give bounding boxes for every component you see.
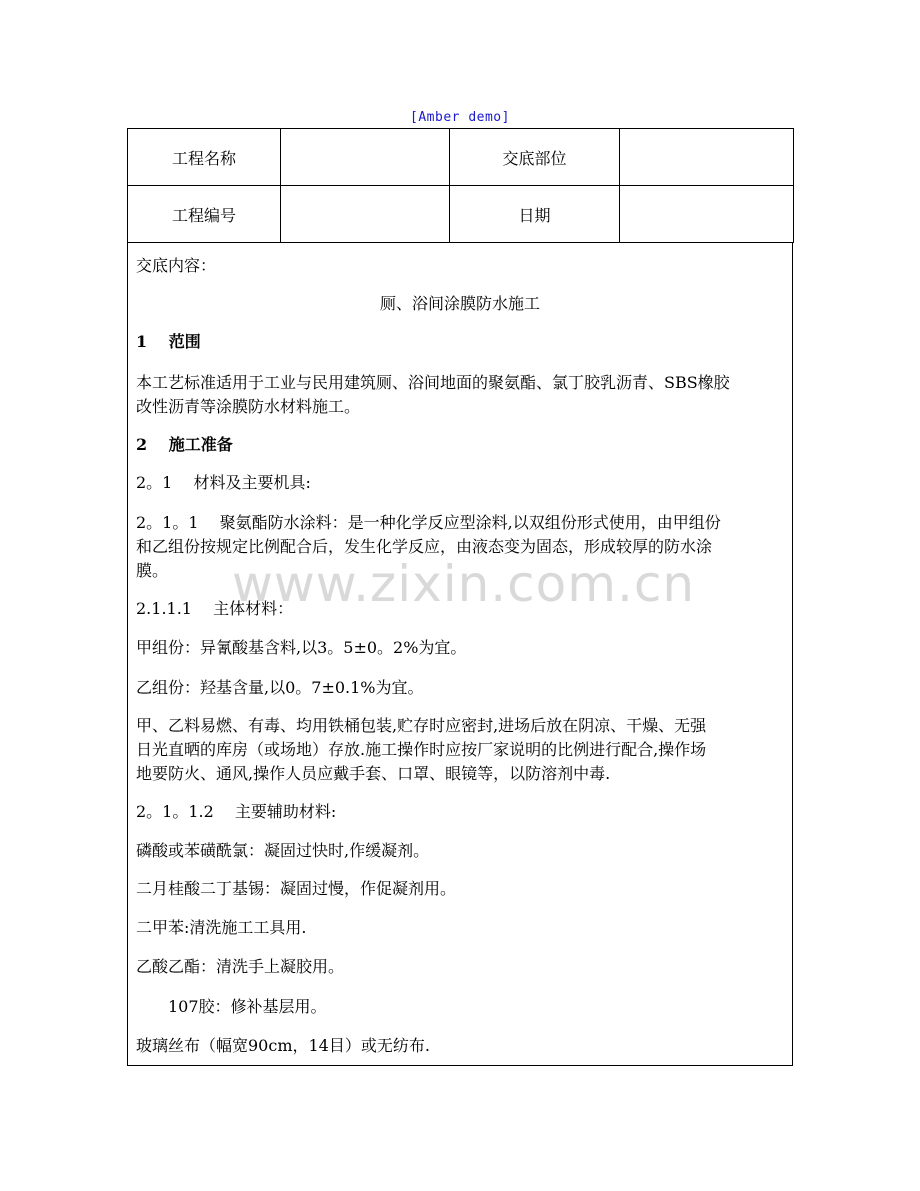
project-number-label: 工程编号 xyxy=(128,186,281,243)
date-label: 日期 xyxy=(450,186,620,243)
subsection-heading: 2。1。1.2 主要辅助材料: xyxy=(136,802,337,821)
paragraph-line: 乙组份：羟基含量,以0。7±0.1%为宜。 xyxy=(136,678,424,697)
info-row xyxy=(128,186,794,243)
document-title: 厕、浴间涂膜防水施工 xyxy=(379,294,540,313)
paragraph-line: 本工艺标准适用于工业与民用建筑厕、浴间地面的聚氨酯、氯丁胶乳沥青、SBS橡胶 xyxy=(136,373,730,392)
list-item: 磷酸或苯磺酰氯：凝固过快时,作缓凝剂。 xyxy=(136,841,430,860)
paragraph-line: 和乙组份按规定比例配合后，发生化学反应，由液态变为固态，形成较厚的防水涂 xyxy=(136,537,713,556)
paragraph-line: 2。1。1 聚氨酯防水涂料：是一种化学反应型涂料,以双组份形式使用，由甲组份 xyxy=(136,513,721,532)
paragraph-line: 改性沥青等涂膜防水材料施工。 xyxy=(136,397,361,416)
paragraph-line: 甲、乙料易燃、有毒、均用铁桶包装,贮存时应密封,进场后放在阴凉、干燥、无强 xyxy=(136,716,707,735)
section-heading-scope: 1 范围 xyxy=(136,332,201,351)
list-item: 乙酸乙酯：清洗手上凝胶用。 xyxy=(136,957,345,976)
section-heading-preparation: 2 施工准备 xyxy=(136,435,233,454)
list-item: 二甲苯:清洗施工工具用. xyxy=(136,918,307,937)
info-table xyxy=(127,128,794,243)
project-name-label: 工程名称 xyxy=(128,129,281,186)
subsection-heading: 2。1 材料及主要机具: xyxy=(136,473,311,492)
list-item: 玻璃丝布（幅宽90cm，14目）或无纺布. xyxy=(136,1036,430,1055)
paragraph-line: 甲组份：异氰酸基含料,以3。5±0。2%为宜。 xyxy=(136,638,467,657)
paragraph-line: 膜。 xyxy=(136,561,169,580)
subsection-heading: 2.1.1.1 主体材料： xyxy=(136,599,294,618)
paragraph-line: 地要防火、通风,操作人员应戴手套、口罩、眼镜等，以防溶剂中毒. xyxy=(136,764,611,783)
document-header: [Amber demo] xyxy=(410,110,510,125)
list-item: 二月桂酸二丁基锡：凝固过慢，作促凝剂用。 xyxy=(136,879,457,898)
content-intro: 交底内容： xyxy=(136,256,217,275)
handover-part-label: 交底部位 xyxy=(450,129,620,186)
handover-part-value xyxy=(620,129,794,186)
list-item: 107胶：修补基层用。 xyxy=(136,997,327,1016)
handover-content xyxy=(127,242,793,1066)
info-row xyxy=(128,129,794,186)
project-number-value xyxy=(281,186,450,243)
project-name-value xyxy=(281,129,450,186)
date-value xyxy=(620,186,794,243)
paragraph-line: 日光直晒的库房（或场地）存放.施工操作时应按厂家说明的比例进行配合,操作场 xyxy=(136,740,707,759)
watermark: www.zixin.com.cn xyxy=(232,555,696,613)
